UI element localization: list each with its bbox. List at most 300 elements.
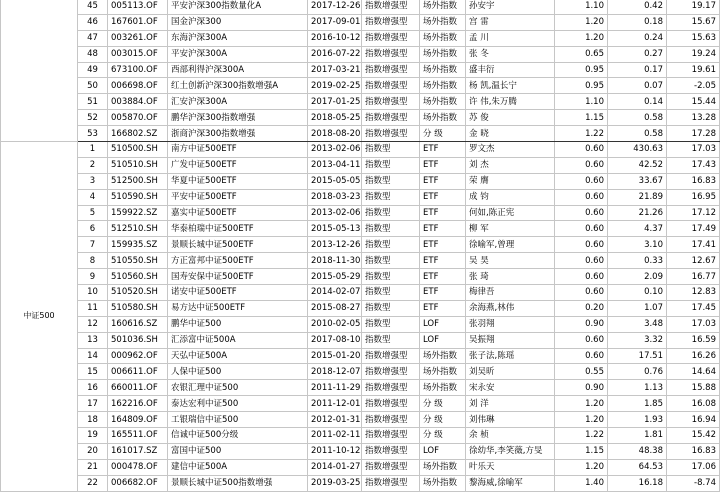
- fund-name-cell: 平安沪深300A: [168, 46, 308, 62]
- fund-type-cell: 指数增强型: [362, 380, 420, 396]
- setup-date-cell: 2014-02-07: [308, 285, 362, 301]
- pe-ratio-cell: 12.67: [667, 253, 720, 269]
- fund-size-cell: 0.58: [608, 110, 667, 126]
- fee-rate-cell: 0.95: [555, 62, 608, 78]
- fund-name-cell: 平安中证500ETF: [168, 189, 308, 205]
- table-row: [1, 110, 720, 126]
- trading-market-cell: 场外指数: [420, 62, 466, 78]
- trading-market-cell: LOF: [420, 443, 466, 459]
- fund-manager-cell: 刘伟琳: [466, 412, 555, 428]
- pe-ratio-cell: 16.83: [667, 443, 720, 459]
- fee-rate-cell: 1.40: [555, 475, 608, 491]
- pe-ratio-cell: 16.08: [667, 396, 720, 412]
- pe-ratio-cell: 16.59: [667, 332, 720, 348]
- table-row: [1, 14, 720, 30]
- pe-ratio-cell: 17.12: [667, 205, 720, 221]
- fund-code-cell: 000962.OF: [108, 348, 168, 364]
- pe-ratio-cell: 17.28: [667, 126, 720, 142]
- table-row: [1, 173, 720, 189]
- table-row: [1, 348, 720, 364]
- fund-size-cell: 0.58: [608, 126, 667, 142]
- fund-code-cell: 159922.SZ: [108, 205, 168, 221]
- fund-type-cell: 指数型: [362, 221, 420, 237]
- fund-size-cell: 2.09: [608, 269, 667, 285]
- table-row: [1, 380, 720, 396]
- pe-ratio-cell: 16.94: [667, 412, 720, 428]
- setup-date-cell: 2017-08-10: [308, 332, 362, 348]
- fee-rate-cell: 0.60: [555, 173, 608, 189]
- fund-code-cell: 162216.OF: [108, 396, 168, 412]
- pe-ratio-cell: 16.95: [667, 189, 720, 205]
- trading-market-cell: ETF: [420, 285, 466, 301]
- trading-market-cell: ETF: [420, 237, 466, 253]
- fee-rate-cell: 0.90: [555, 316, 608, 332]
- fund-type-cell: 指数型: [362, 316, 420, 332]
- trading-market-cell: 场外指数: [420, 46, 466, 62]
- row-number-cell: 15: [78, 364, 108, 380]
- table-row: [1, 316, 720, 332]
- fund-name-cell: 鹏华中证500: [168, 316, 308, 332]
- fund-code-cell: 510510.SH: [108, 157, 168, 173]
- table-row: [1, 459, 720, 475]
- group-label: [1, 0, 78, 142]
- fund-size-cell: 1.13: [608, 380, 667, 396]
- fund-name-cell: 汇安沪深300A: [168, 94, 308, 110]
- fund-manager-cell: 黎海威,徐喻军: [466, 475, 555, 491]
- fee-rate-cell: 0.60: [555, 237, 608, 253]
- fund-code-cell: 005113.OF: [108, 0, 168, 14]
- pe-ratio-cell: 15.42: [667, 428, 720, 444]
- fund-size-cell: 33.67: [608, 173, 667, 189]
- fund-name-cell: 浙商沪深300指数增强: [168, 126, 308, 142]
- setup-date-cell: 2011-12-01: [308, 396, 362, 412]
- setup-date-cell: 2010-02-05: [308, 316, 362, 332]
- fund-name-cell: 东海沪深300A: [168, 30, 308, 46]
- fund-type-cell: 指数增强型: [362, 30, 420, 46]
- setup-date-cell: 2015-08-27: [308, 300, 362, 316]
- fund-manager-cell: 何如,陈正宪: [466, 205, 555, 221]
- setup-date-cell: 2011-02-11: [308, 428, 362, 444]
- trading-market-cell: 场外指数: [420, 475, 466, 491]
- row-number-cell: 46: [78, 14, 108, 30]
- fee-rate-cell: 0.60: [555, 285, 608, 301]
- table-row: [1, 332, 720, 348]
- row-number-cell: 22: [78, 475, 108, 491]
- pe-ratio-cell: 17.03: [667, 316, 720, 332]
- fund-size-cell: 17.51: [608, 348, 667, 364]
- fund-code-cell: 006682.OF: [108, 475, 168, 491]
- pe-ratio-cell: 17.49: [667, 221, 720, 237]
- fund-manager-cell: 余 桢: [466, 428, 555, 444]
- setup-date-cell: 2015-01-20: [308, 348, 362, 364]
- setup-date-cell: 2011-11-29: [308, 380, 362, 396]
- fund-name-cell: 建信中证500A: [168, 459, 308, 475]
- fund-size-cell: 1.85: [608, 396, 667, 412]
- group-label: 中证500: [1, 142, 78, 492]
- fund-manager-cell: 吴振翔: [466, 332, 555, 348]
- trading-market-cell: ETF: [420, 253, 466, 269]
- fee-rate-cell: 0.55: [555, 364, 608, 380]
- fee-rate-cell: 0.60: [555, 253, 608, 269]
- fund-name-cell: 农银汇理中证500: [168, 380, 308, 396]
- fund-code-cell: 166802.SZ: [108, 126, 168, 142]
- trading-market-cell: 场外指数: [420, 364, 466, 380]
- fund-name-cell: 西部利得沪深300A: [168, 62, 308, 78]
- fund-type-cell: 指数型: [362, 157, 420, 173]
- fund-manager-cell: 张 琦: [466, 269, 555, 285]
- fee-rate-cell: 0.95: [555, 78, 608, 94]
- fee-rate-cell: 1.20: [555, 30, 608, 46]
- fee-rate-cell: 1.22: [555, 428, 608, 444]
- fund-type-cell: 指数增强型: [362, 78, 420, 94]
- fund-manager-cell: 吴 昊: [466, 253, 555, 269]
- fund-name-cell: 国寿安保中证500ETF: [168, 269, 308, 285]
- fund-manager-cell: 盛丰衍: [466, 62, 555, 78]
- setup-date-cell: 2013-04-11: [308, 157, 362, 173]
- setup-date-cell: 2015-05-05: [308, 173, 362, 189]
- row-number-cell: 7: [78, 237, 108, 253]
- trading-market-cell: ETF: [420, 269, 466, 285]
- fund-name-cell: 诺安中证500ETF: [168, 285, 308, 301]
- pe-ratio-cell: 14.64: [667, 364, 720, 380]
- fee-rate-cell: 1.20: [555, 412, 608, 428]
- fund-size-cell: 0.07: [608, 78, 667, 94]
- fund-size-cell: 21.26: [608, 205, 667, 221]
- trading-market-cell: 场外指数: [420, 0, 466, 14]
- fund-size-cell: 0.76: [608, 364, 667, 380]
- table-row: [1, 126, 720, 142]
- fund-type-cell: 指数型: [362, 189, 420, 205]
- fund-code-cell: 501036.SH: [108, 332, 168, 348]
- fund-code-cell: 167601.OF: [108, 14, 168, 30]
- setup-date-cell: 2018-11-30: [308, 253, 362, 269]
- fund-type-cell: 指数增强型: [362, 396, 420, 412]
- fund-manager-cell: 荣 膺: [466, 173, 555, 189]
- trading-market-cell: 场外指数: [420, 348, 466, 364]
- trading-market-cell: 场外指数: [420, 110, 466, 126]
- row-number-cell: 4: [78, 189, 108, 205]
- fund-size-cell: 1.81: [608, 428, 667, 444]
- trading-market-cell: 场外指数: [420, 459, 466, 475]
- fund-name-cell: 平安沪深300指数量化A: [168, 0, 308, 14]
- fee-rate-cell: 0.60: [555, 157, 608, 173]
- table-row: [1, 189, 720, 205]
- fund-manager-cell: 张子法,陈瑶: [466, 348, 555, 364]
- row-number-cell: 47: [78, 30, 108, 46]
- fund-size-cell: 64.53: [608, 459, 667, 475]
- fund-name-cell: 南方中证500ETF: [168, 142, 308, 158]
- fund-size-cell: 1.07: [608, 300, 667, 316]
- fund-size-cell: 3.32: [608, 332, 667, 348]
- setup-date-cell: 2018-05-25: [308, 110, 362, 126]
- fund-size-cell: 16.18: [608, 475, 667, 491]
- fund-name-cell: 工银瑞信中证500: [168, 412, 308, 428]
- row-number-cell: 21: [78, 459, 108, 475]
- fund-type-cell: 指数增强型: [362, 46, 420, 62]
- fund-code-cell: 005870.OF: [108, 110, 168, 126]
- fund-manager-cell: 余海燕,林伟: [466, 300, 555, 316]
- row-number-cell: 14: [78, 348, 108, 364]
- setup-date-cell: 2013-12-26: [308, 237, 362, 253]
- table-row: [1, 285, 720, 301]
- trading-market-cell: ETF: [420, 221, 466, 237]
- fund-code-cell: 003261.OF: [108, 30, 168, 46]
- fund-manager-cell: 孟 川: [466, 30, 555, 46]
- fund-type-cell: 指数增强型: [362, 364, 420, 380]
- fund-code-cell: 510550.SH: [108, 253, 168, 269]
- fund-type-cell: 指数增强型: [362, 348, 420, 364]
- row-number-cell: 19: [78, 428, 108, 444]
- fund-manager-cell: 罗文杰: [466, 142, 555, 158]
- row-number-cell: 50: [78, 78, 108, 94]
- trading-market-cell: 分 级: [420, 126, 466, 142]
- fund-name-cell: 景顺长城中证500ETF: [168, 237, 308, 253]
- fee-rate-cell: 1.10: [555, 94, 608, 110]
- fund-manager-cell: 刘 杰: [466, 157, 555, 173]
- trading-market-cell: ETF: [420, 300, 466, 316]
- fund-manager-cell: 杨 凯,温长宁: [466, 78, 555, 94]
- pe-ratio-cell: 17.45: [667, 300, 720, 316]
- fund-name-cell: 富国中证500: [168, 443, 308, 459]
- row-number-cell: 6: [78, 221, 108, 237]
- fund-name-cell: 方正富邦中证500ETF: [168, 253, 308, 269]
- trading-market-cell: 分 级: [420, 396, 466, 412]
- fund-code-cell: 161017.SZ: [108, 443, 168, 459]
- setup-date-cell: 2015-05-29: [308, 269, 362, 285]
- fund-manager-cell: 宫 雷: [466, 14, 555, 30]
- trading-market-cell: 场外指数: [420, 380, 466, 396]
- trading-market-cell: 场外指数: [420, 78, 466, 94]
- fund-name-cell: 华夏中证500ETF: [168, 173, 308, 189]
- setup-date-cell: 2017-09-01: [308, 14, 362, 30]
- row-number-cell: 49: [78, 62, 108, 78]
- row-number-cell: 53: [78, 126, 108, 142]
- fund-manager-cell: 刘吴昕: [466, 364, 555, 380]
- setup-date-cell: 2015-05-13: [308, 221, 362, 237]
- fund-code-cell: 510560.SH: [108, 269, 168, 285]
- pe-ratio-cell: -2.05: [667, 78, 720, 94]
- fund-type-cell: 指数增强型: [362, 110, 420, 126]
- fund-code-cell: 512510.SH: [108, 221, 168, 237]
- setup-date-cell: 2011-10-12: [308, 443, 362, 459]
- fund-type-cell: 指数增强型: [362, 412, 420, 428]
- fund-manager-cell: 成 钧: [466, 189, 555, 205]
- fund-size-cell: 3.48: [608, 316, 667, 332]
- fund-size-cell: 4.37: [608, 221, 667, 237]
- fee-rate-cell: 0.60: [555, 205, 608, 221]
- table-row: [1, 237, 720, 253]
- table-row: [1, 30, 720, 46]
- setup-date-cell: 2018-03-23: [308, 189, 362, 205]
- trading-market-cell: 场外指数: [420, 94, 466, 110]
- row-number-cell: 2: [78, 157, 108, 173]
- table-row: [1, 396, 720, 412]
- fee-rate-cell: 1.15: [555, 443, 608, 459]
- pe-ratio-cell: 19.61: [667, 62, 720, 78]
- row-number-cell: 10: [78, 285, 108, 301]
- pe-ratio-cell: 13.28: [667, 110, 720, 126]
- fund-size-cell: 0.18: [608, 14, 667, 30]
- fund-manager-cell: 柳 军: [466, 221, 555, 237]
- row-number-cell: 18: [78, 412, 108, 428]
- fee-rate-cell: 1.15: [555, 110, 608, 126]
- trading-market-cell: LOF: [420, 316, 466, 332]
- fund-name-cell: 国金沪深300: [168, 14, 308, 30]
- fund-name-cell: 鹏华沪深300指数增强: [168, 110, 308, 126]
- fund-code-cell: 160616.SZ: [108, 316, 168, 332]
- pe-ratio-cell: 15.67: [667, 14, 720, 30]
- setup-date-cell: 2013-02-06: [308, 142, 362, 158]
- table-row: [1, 475, 720, 491]
- fund-type-cell: 指数增强型: [362, 62, 420, 78]
- trading-market-cell: 场外指数: [420, 30, 466, 46]
- fund-code-cell: 673100.OF: [108, 62, 168, 78]
- row-number-cell: 3: [78, 173, 108, 189]
- trading-market-cell: 分 级: [420, 428, 466, 444]
- fund-name-cell: 易方达中证500ETF: [168, 300, 308, 316]
- table-row: [1, 221, 720, 237]
- row-number-cell: 45: [78, 0, 108, 14]
- table-row: [1, 300, 720, 316]
- trading-market-cell: ETF: [420, 157, 466, 173]
- row-number-cell: 13: [78, 332, 108, 348]
- fund-size-cell: 430.63: [608, 142, 667, 158]
- fund-code-cell: 510520.SH: [108, 285, 168, 301]
- fund-type-cell: 指数增强型: [362, 126, 420, 142]
- fund-manager-cell: 许 伟,朱万腾: [466, 94, 555, 110]
- fund-size-cell: 42.52: [608, 157, 667, 173]
- fund-manager-cell: 张 冬: [466, 46, 555, 62]
- pe-ratio-cell: 17.41: [667, 237, 720, 253]
- pe-ratio-cell: 17.06: [667, 459, 720, 475]
- fee-rate-cell: 0.60: [555, 189, 608, 205]
- trading-market-cell: ETF: [420, 189, 466, 205]
- pe-ratio-cell: 15.63: [667, 30, 720, 46]
- row-number-cell: 51: [78, 94, 108, 110]
- table-row: [1, 46, 720, 62]
- fund-manager-cell: 刘 洋: [466, 396, 555, 412]
- fund-manager-cell: 孙安宇: [466, 0, 555, 14]
- fund-code-cell: 510580.SH: [108, 300, 168, 316]
- row-number-cell: 12: [78, 316, 108, 332]
- table-row: [1, 253, 720, 269]
- fund-code-cell: 165511.OF: [108, 428, 168, 444]
- fund-manager-cell: 梅律吾: [466, 285, 555, 301]
- row-number-cell: 16: [78, 380, 108, 396]
- setup-date-cell: 2018-12-07: [308, 364, 362, 380]
- trading-market-cell: 场外指数: [420, 14, 466, 30]
- fund-manager-cell: 张羽翔: [466, 316, 555, 332]
- pe-ratio-cell: 16.77: [667, 269, 720, 285]
- fund-code-cell: 510590.SH: [108, 189, 168, 205]
- fund-size-cell: 1.93: [608, 412, 667, 428]
- pe-ratio-cell: 17.03: [667, 142, 720, 158]
- fund-manager-cell: 宋永安: [466, 380, 555, 396]
- row-number-cell: 52: [78, 110, 108, 126]
- table-row: [1, 62, 720, 78]
- row-number-cell: 5: [78, 205, 108, 221]
- fund-code-cell: 003015.OF: [108, 46, 168, 62]
- fund-type-cell: 指数型: [362, 300, 420, 316]
- fund-code-cell: 660011.OF: [108, 380, 168, 396]
- pe-ratio-cell: 12.83: [667, 285, 720, 301]
- row-number-cell: 9: [78, 269, 108, 285]
- trading-market-cell: ETF: [420, 205, 466, 221]
- fund-manager-cell: 徐喻军,曾理: [466, 237, 555, 253]
- pe-ratio-cell: 15.88: [667, 380, 720, 396]
- fund-name-cell: 人保中证500: [168, 364, 308, 380]
- trading-market-cell: ETF: [420, 142, 466, 158]
- table-row: [1, 157, 720, 173]
- fund-code-cell: 006698.OF: [108, 78, 168, 94]
- fund-manager-cell: 苏 俊: [466, 110, 555, 126]
- fund-type-cell: 指数型: [362, 253, 420, 269]
- fund-manager-cell: 徐幼华,李笑薇,方旻: [466, 443, 555, 459]
- fund-type-cell: 指数型: [362, 142, 420, 158]
- trading-market-cell: ETF: [420, 173, 466, 189]
- setup-date-cell: 2017-03-21: [308, 62, 362, 78]
- pe-ratio-cell: 19.24: [667, 46, 720, 62]
- fund-type-cell: 指数型: [362, 269, 420, 285]
- pe-ratio-cell: -8.74: [667, 475, 720, 491]
- row-number-cell: 48: [78, 46, 108, 62]
- trading-market-cell: LOF: [420, 332, 466, 348]
- fund-name-cell: 华泰柏瑞中证500ETF: [168, 221, 308, 237]
- fund-code-cell: 003884.OF: [108, 94, 168, 110]
- fund-name-cell: 广发中证500ETF: [168, 157, 308, 173]
- fund-size-cell: 0.27: [608, 46, 667, 62]
- fund-manager-cell: 金 晓: [466, 126, 555, 142]
- setup-date-cell: 2017-12-26: [308, 0, 362, 14]
- setup-date-cell: 2019-02-25: [308, 78, 362, 94]
- fund-name-cell: 嘉实中证500ETF: [168, 205, 308, 221]
- fund-name-cell: 汇添富中证500A: [168, 332, 308, 348]
- fund-code-cell: 006611.OF: [108, 364, 168, 380]
- table-row: [1, 364, 720, 380]
- fund-manager-cell: 叶乐天: [466, 459, 555, 475]
- pe-ratio-cell: 16.83: [667, 173, 720, 189]
- fee-rate-cell: 0.20: [555, 300, 608, 316]
- fund-size-cell: 0.42: [608, 0, 667, 14]
- fund-name-cell: 信诚中证500分级: [168, 428, 308, 444]
- fee-rate-cell: 1.20: [555, 14, 608, 30]
- table-row: [1, 142, 720, 158]
- table-row: [1, 443, 720, 459]
- fee-rate-cell: 1.10: [555, 0, 608, 14]
- fund-size-cell: 0.10: [608, 285, 667, 301]
- fee-rate-cell: 0.60: [555, 142, 608, 158]
- pe-ratio-cell: 19.17: [667, 0, 720, 14]
- setup-date-cell: 2017-01-25: [308, 94, 362, 110]
- fund-name-cell: 天弘中证500A: [168, 348, 308, 364]
- table-row: [1, 78, 720, 94]
- fund-type-cell: 指数增强型: [362, 14, 420, 30]
- fund-type-cell: 指数型: [362, 332, 420, 348]
- fee-rate-cell: 0.60: [555, 221, 608, 237]
- row-number-cell: 1: [78, 142, 108, 158]
- fund-code-cell: 164809.OF: [108, 412, 168, 428]
- fund-size-cell: 3.10: [608, 237, 667, 253]
- fund-code-cell: 510500.SH: [108, 142, 168, 158]
- fund-name-cell: 红土创新沪深300指数增强A: [168, 78, 308, 94]
- row-number-cell: 20: [78, 443, 108, 459]
- fee-rate-cell: 0.60: [555, 348, 608, 364]
- fee-rate-cell: 1.20: [555, 459, 608, 475]
- fee-rate-cell: 0.65: [555, 46, 608, 62]
- fund-size-cell: 0.33: [608, 253, 667, 269]
- fee-rate-cell: 0.90: [555, 380, 608, 396]
- setup-date-cell: 2014-01-27: [308, 459, 362, 475]
